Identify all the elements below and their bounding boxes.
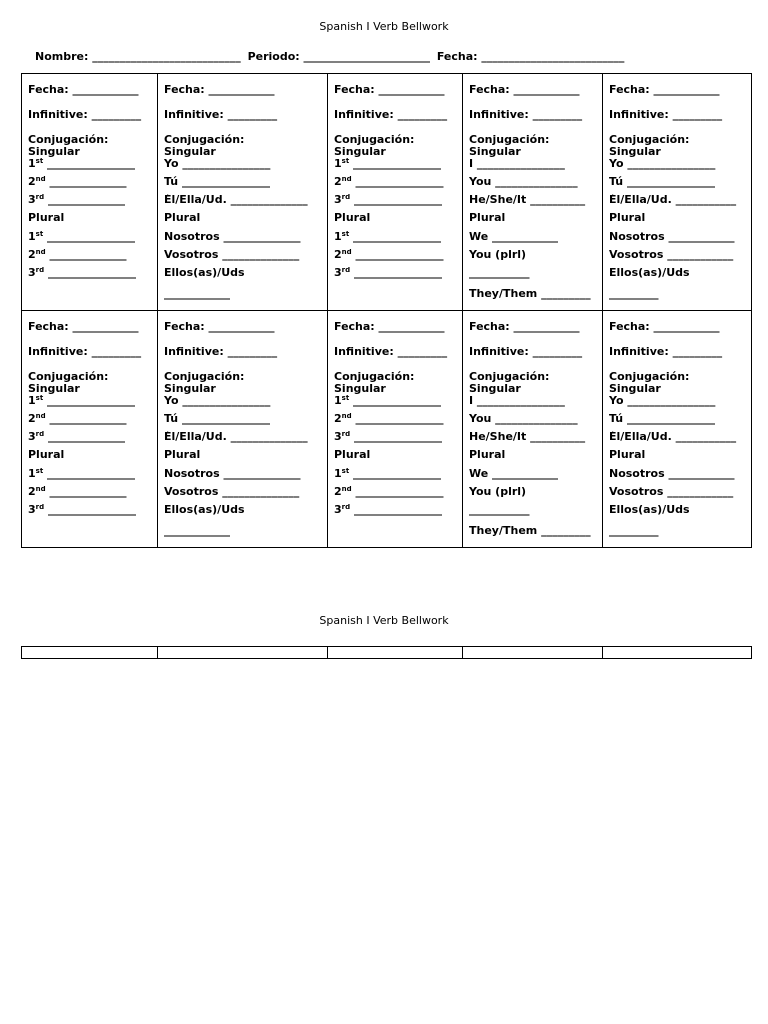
person-label: 3 [28,504,36,516]
answer-blank[interactable]: ______________ [45,176,127,188]
conj-line: Conjugación: [28,371,109,383]
verb-cell-content [328,311,462,547]
extra-line: ____________ [164,525,230,537]
person-label: Él/Ella/Ud. ___________ [609,194,737,206]
person-label: You (plrl) [469,486,527,498]
page-title-2: Spanish I Verb Bellwork [319,614,449,627]
person-label: Él/Ella/Ud. ___________ [609,431,737,443]
ordinal-suffix: nd [35,486,46,493]
person-line [469,249,602,261]
person-line [28,431,157,443]
answer-blank[interactable]: ______________ [44,431,125,443]
singular-line: Singular [164,383,216,395]
conj-line: Conjugación: [469,371,550,383]
person-line [164,431,327,443]
fecha-line: Fecha: ____________ [609,321,720,333]
person-label: We ____________ [469,231,559,243]
person-line [28,176,157,188]
person-line [28,468,157,480]
person-line [334,395,462,407]
fecha-line: Fecha: ____________ [469,84,580,96]
infinitive-line: Infinitive: _________ [334,346,448,358]
singular-line: Singular [609,383,661,395]
fecha-field[interactable]: Fecha: __________________________ [436,50,625,63]
person-label: Vosotros ____________ [609,249,734,261]
person-label: Vosotros ______________ [164,249,300,261]
person-line [609,176,751,188]
ordinal-suffix: rd [35,431,45,438]
person-label: We ____________ [469,468,559,480]
singular-line: Singular [469,146,521,158]
conj-line: Conjugación: [334,134,415,146]
bellwork-grid-page-2 [21,646,752,659]
person-label: Ellos(as)/Uds [609,267,690,279]
fecha-line: Fecha: ____________ [28,84,139,96]
grid-row [22,311,752,548]
fecha-line: Fecha: ____________ [469,321,580,333]
verb-cell-content [22,311,157,547]
person-line [28,249,157,261]
infinitive-line: Infinitive: _________ [609,109,723,121]
person-line [469,267,602,279]
person-line [609,194,751,206]
person-label: Ellos(as)/Uds [164,267,245,279]
person-label: Tú ________________ [609,413,715,425]
verb-cell-content [463,74,602,310]
person-label: 1 [28,158,36,170]
plural-line: Plural [28,449,65,461]
answer-blank[interactable]: ______________ [45,413,127,425]
conj-line: Conjugación: [609,134,690,146]
person-line [469,395,602,407]
person-line [164,267,327,279]
verb-cell [22,74,158,311]
ordinal-suffix: nd [341,486,352,493]
person-label: Nosotros ______________ [164,231,301,243]
person-label: Él/Ella/Ud. ______________ [164,431,308,443]
person-label: He/She/It __________ [469,431,586,443]
extra-line: ____________ [164,288,230,300]
person-line [609,468,751,480]
person-label: You _______________ [469,176,578,188]
person-label: 2 [334,249,342,261]
person-line [609,431,751,443]
ordinal-suffix: st [341,468,350,475]
person-label: 3 [334,267,342,279]
person-line [334,158,462,170]
plural-line: Plural [334,449,371,461]
infinitive-line: Infinitive: _________ [469,346,583,358]
person-line [28,158,157,170]
grid-cell [158,647,328,659]
person-label: 1 [334,395,342,407]
periodo-field[interactable]: Periodo: _______________________ [247,50,430,63]
person-line [469,504,602,516]
person-line [28,504,157,516]
person-line [334,486,462,498]
person-label: 2 [334,413,342,425]
conj-line: Conjugación: [469,134,550,146]
plural-line: Plural [609,449,646,461]
verb-cell [158,311,328,548]
infinitive-line: Infinitive: _________ [469,109,583,121]
person-line [609,486,751,498]
person-line [469,231,602,243]
answer-blank[interactable]: ________________ [44,267,136,279]
person-line [469,413,602,425]
grid-cell [328,647,463,659]
person-line [164,231,327,243]
student-info-line [35,50,624,63]
answer-blank[interactable]: ______________ [45,486,127,498]
person-label: 2 [28,486,36,498]
conj-line: Conjugación: [164,134,245,146]
verb-cell-content [158,311,327,547]
ordinal-suffix: nd [341,249,352,256]
person-label: 3 [28,431,36,443]
person-line [164,249,327,261]
infinitive-line: Infinitive: _________ [609,346,723,358]
answer-blank[interactable]: ________________ [351,249,444,261]
person-label: 3 [28,267,36,279]
person-label: Nosotros ______________ [164,468,301,480]
answer-blank[interactable]: ________________ [349,468,442,480]
infinitive-line: Infinitive: _________ [28,346,142,358]
answer-blank[interactable]: ________________ [349,395,442,407]
ordinal-suffix: st [35,395,44,402]
ordinal-suffix: st [341,231,350,238]
singular-line: Singular [334,146,386,158]
nombre-field[interactable]: Nombre: ___________________________ [35,50,241,63]
verb-cell [603,311,752,548]
plural-line: Plural [469,212,506,224]
fecha-line: Fecha: ____________ [609,84,720,96]
person-label: Vosotros ______________ [164,486,300,498]
person-label: 3 [334,194,342,206]
fecha-line: Fecha: ____________ [334,321,445,333]
person-line [469,158,602,170]
verb-cell [158,74,328,311]
person-label: You (plrl) [469,249,527,261]
person-line [469,486,602,498]
person-line [334,504,462,516]
person-label: He/She/It __________ [469,194,586,206]
person-line [334,468,462,480]
answer-blank[interactable]: ________________ [350,194,442,206]
singular-line: Singular [164,146,216,158]
singular-line: Singular [334,383,386,395]
verb-cell [463,311,603,548]
extra-line: They/Them _________ [469,525,591,537]
person-label: 2 [28,413,36,425]
person-label: 2 [334,176,342,188]
person-label: 2 [334,486,342,498]
verb-cell-content [328,74,462,310]
person-label: Yo ________________ [609,158,716,170]
person-line [334,176,462,188]
grid-cell [22,647,158,659]
person-label: Tú ________________ [164,413,270,425]
person-line [334,267,462,279]
person-line [28,395,157,407]
plural-line: Plural [164,449,201,461]
ordinal-suffix: st [35,231,44,238]
fecha-line: Fecha: ____________ [164,321,275,333]
person-line [469,468,602,480]
person-line [609,158,751,170]
person-label: 1 [28,468,36,480]
verb-cell [22,311,158,548]
person-line [334,231,462,243]
answer-blank[interactable]: ______________ [45,249,127,261]
person-label: Él/Ella/Ud. ______________ [164,194,308,206]
answer-blank[interactable]: ______________ [44,194,125,206]
ordinal-suffix: st [35,158,44,165]
person-label: I ________________ [469,158,565,170]
person-line [164,468,327,480]
ordinal-suffix: nd [35,176,46,183]
person-line [334,249,462,261]
fecha-line: Fecha: ____________ [28,321,139,333]
person-label: Tú ________________ [164,176,270,188]
infinitive-line: Infinitive: _________ [164,346,278,358]
plural-line: Plural [609,212,646,224]
grid-row [22,647,752,659]
person-label: 3 [28,194,36,206]
person-label: Nosotros ____________ [609,231,735,243]
person-line [609,413,751,425]
singular-line: Singular [28,146,80,158]
grid-row [22,74,752,311]
ordinal-suffix: st [35,468,44,475]
answer-blank[interactable]: ________________ [350,504,442,516]
person-line [609,395,751,407]
person-label: 3 [334,504,342,516]
answer-blank[interactable]: ________________ [350,267,442,279]
person-label: ___________ [469,267,530,279]
person-line [28,267,157,279]
plural-line: Plural [469,449,506,461]
ordinal-suffix: nd [35,249,46,256]
answer-blank[interactable]: ________________ [43,468,136,480]
ordinal-suffix: nd [35,413,46,420]
verb-cell [328,74,463,311]
person-line [469,194,602,206]
answer-blank[interactable]: ________________ [349,231,442,243]
conj-line: Conjugación: [609,371,690,383]
person-line [28,413,157,425]
person-label: Yo ________________ [609,395,716,407]
extra-line: They/Them _________ [469,288,591,300]
answer-blank[interactable]: ________________ [43,395,136,407]
answer-blank[interactable]: ________________ [43,158,136,170]
answer-blank[interactable]: ________________ [43,231,136,243]
ordinal-suffix: rd [341,431,351,438]
person-label: Ellos(as)/Uds [164,504,245,516]
person-line [164,395,327,407]
answer-blank[interactable]: ________________ [351,486,444,498]
person-label: 2 [28,249,36,261]
verb-cell-content [22,74,157,310]
page-title: Spanish I Verb Bellwork [319,20,449,33]
ordinal-suffix: st [341,395,350,402]
ordinal-suffix: nd [341,176,352,183]
infinitive-line: Infinitive: _________ [334,109,448,121]
person-label: You _______________ [469,413,578,425]
person-line [609,249,751,261]
conj-line: Conjugación: [334,371,415,383]
person-line [164,486,327,498]
person-line [469,431,602,443]
person-label: 1 [28,231,36,243]
person-line [28,486,157,498]
person-label: 1 [334,231,342,243]
verb-cell-content [463,311,602,547]
ordinal-suffix: rd [35,194,45,201]
person-line [28,231,157,243]
grid-cell [603,647,752,659]
person-line [164,413,327,425]
person-label: Nosotros ____________ [609,468,735,480]
person-label: Yo ________________ [164,158,271,170]
plural-line: Plural [28,212,65,224]
verb-cell-content [603,74,751,310]
person-line [164,176,327,188]
ordinal-suffix: nd [341,413,352,420]
person-label: Tú ________________ [609,176,715,188]
person-label: ___________ [469,504,530,516]
person-label: 3 [334,431,342,443]
person-line [609,231,751,243]
verb-cell [328,311,463,548]
conj-line: Conjugación: [164,371,245,383]
singular-line: Singular [28,383,80,395]
answer-blank[interactable]: ________________ [44,504,136,516]
infinitive-line: Infinitive: _________ [164,109,278,121]
person-label: I ________________ [469,395,565,407]
infinitive-line: Infinitive: _________ [28,109,142,121]
person-line [164,504,327,516]
ordinal-suffix: rd [341,504,351,511]
grid-cell [463,647,603,659]
plural-line: Plural [164,212,201,224]
ordinal-suffix: rd [341,194,351,201]
ordinal-suffix: rd [35,267,45,274]
plural-line: Plural [334,212,371,224]
verb-cell-content [158,74,327,310]
conj-line: Conjugación: [28,134,109,146]
singular-line: Singular [609,146,661,158]
person-line [609,504,751,516]
verb-cell-content [603,311,751,547]
extra-line: _________ [609,288,659,300]
ordinal-suffix: rd [341,267,351,274]
bellwork-grid [21,73,752,548]
answer-blank[interactable]: ________________ [350,431,442,443]
person-line [28,194,157,206]
person-line [469,176,602,188]
ordinal-suffix: rd [35,504,45,511]
person-label: Ellos(as)/Uds [609,504,690,516]
singular-line: Singular [469,383,521,395]
answer-blank[interactable]: ________________ [349,158,442,170]
verb-cell [463,74,603,311]
person-line [334,431,462,443]
person-line [164,158,327,170]
person-line [334,194,462,206]
answer-blank[interactable]: ________________ [351,176,444,188]
ordinal-suffix: st [341,158,350,165]
person-line [609,267,751,279]
extra-line: _________ [609,525,659,537]
person-label: 2 [28,176,36,188]
person-label: Vosotros ____________ [609,486,734,498]
person-label: 1 [28,395,36,407]
person-label: 1 [334,468,342,480]
fecha-line: Fecha: ____________ [334,84,445,96]
person-label: 1 [334,158,342,170]
person-label: Yo ________________ [164,395,271,407]
person-line [164,194,327,206]
answer-blank[interactable]: ________________ [351,413,444,425]
verb-cell [603,74,752,311]
person-line [334,413,462,425]
fecha-line: Fecha: ____________ [164,84,275,96]
